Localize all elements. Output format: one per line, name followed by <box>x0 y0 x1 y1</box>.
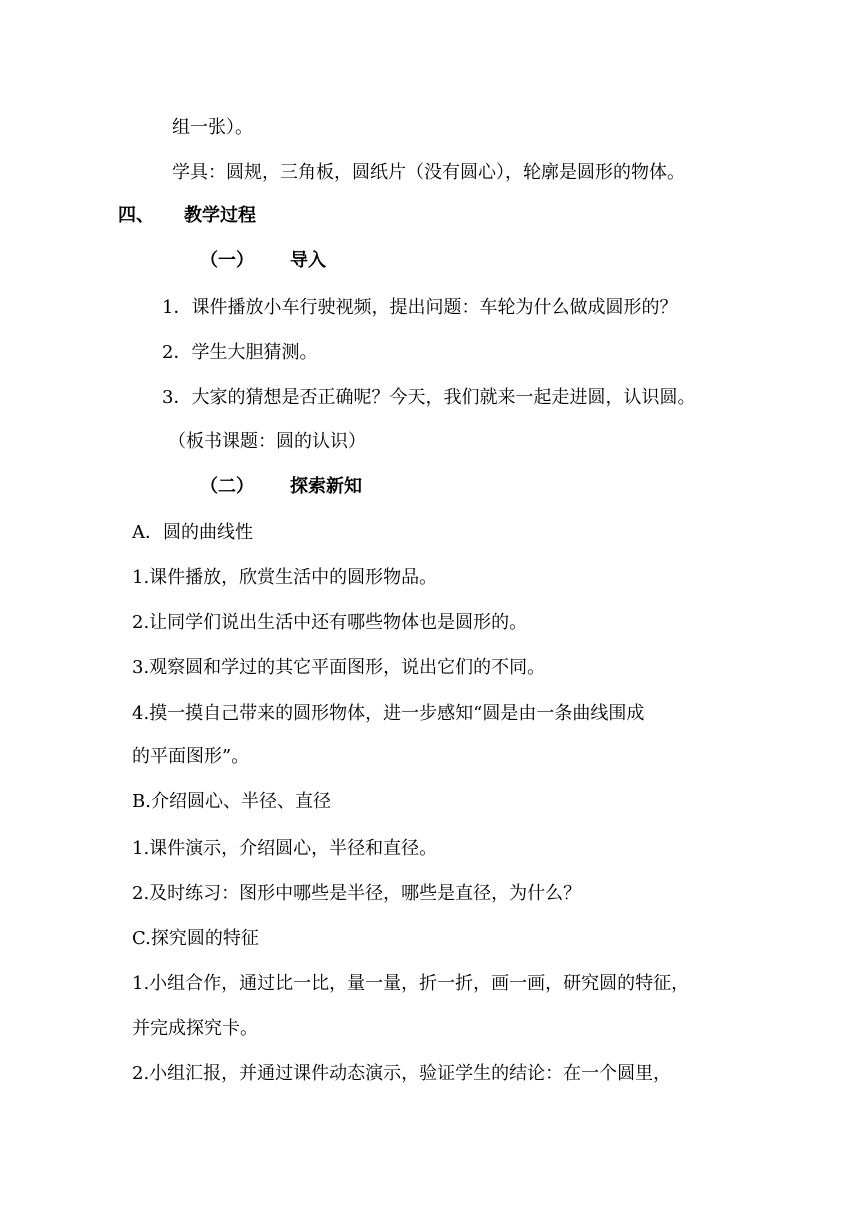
subheading-explore <box>200 475 362 499</box>
text-line-student-tools: 学具：圆规，三角板，圆纸片（没有圆心），轮廓是圆形的物体。 <box>172 162 685 183</box>
subheading-title: 导入 <box>290 250 326 271</box>
section-title: 教学过程 <box>184 205 256 226</box>
list-item: 2.及时练习：图形中哪些是半径，哪些是直径，为什么？ <box>132 883 582 904</box>
subheading-title: 探索新知 <box>290 476 362 497</box>
subsection-b-title: B.介绍圆心、半径、直径 <box>132 791 331 812</box>
subsection-a-title: A．圆的曲线性 <box>132 522 253 543</box>
list-item: 1．课件播放小车行驶视频，提出问题：车轮为什么做成圆形的？ <box>162 297 678 318</box>
subheading-number: （二） <box>200 476 254 497</box>
list-item-continuation: 的平面图形”。 <box>132 746 250 767</box>
section-heading-teaching-process <box>118 204 256 228</box>
list-item: 2.小组汇报，并通过课件动态演示，验证学生的结论：在一个圆里， <box>132 1063 672 1084</box>
subheading-introduction <box>200 249 326 273</box>
subsection-c-title: C.探究圆的特征 <box>132 928 259 949</box>
list-item: 1.课件演示，介绍圆心，半径和直径。 <box>132 838 438 859</box>
subheading-number: （一） <box>200 250 254 271</box>
list-item: 1.课件播放，欣赏生活中的圆形物品。 <box>132 567 438 588</box>
list-item: 1.小组合作，通过比一比，量一量，折一折，画一画，研究圆的特征， <box>132 973 690 994</box>
text-line-materials-end: 组一张）。 <box>172 117 253 138</box>
board-title-note: （板书课题：圆的认识） <box>168 431 366 452</box>
section-number: 四、 <box>118 205 154 226</box>
list-item: 2.让同学们说出生活中还有哪些物体也是圆形的。 <box>132 612 528 633</box>
list-item: 3.观察圆和学过的其它平面图形，说出它们的不同。 <box>132 657 546 678</box>
list-item: 2．学生大胆猜测。 <box>162 342 318 363</box>
list-item-continuation: 并完成探究卡。 <box>132 1018 258 1039</box>
list-item: 3．大家的猜想是否正确呢？今天，我们就来一起走进圆，认识圆。 <box>162 387 696 408</box>
list-item: 4.摸一摸自己带来的圆形物体，进一步感知“圆是由一条曲线围成 <box>132 703 645 724</box>
